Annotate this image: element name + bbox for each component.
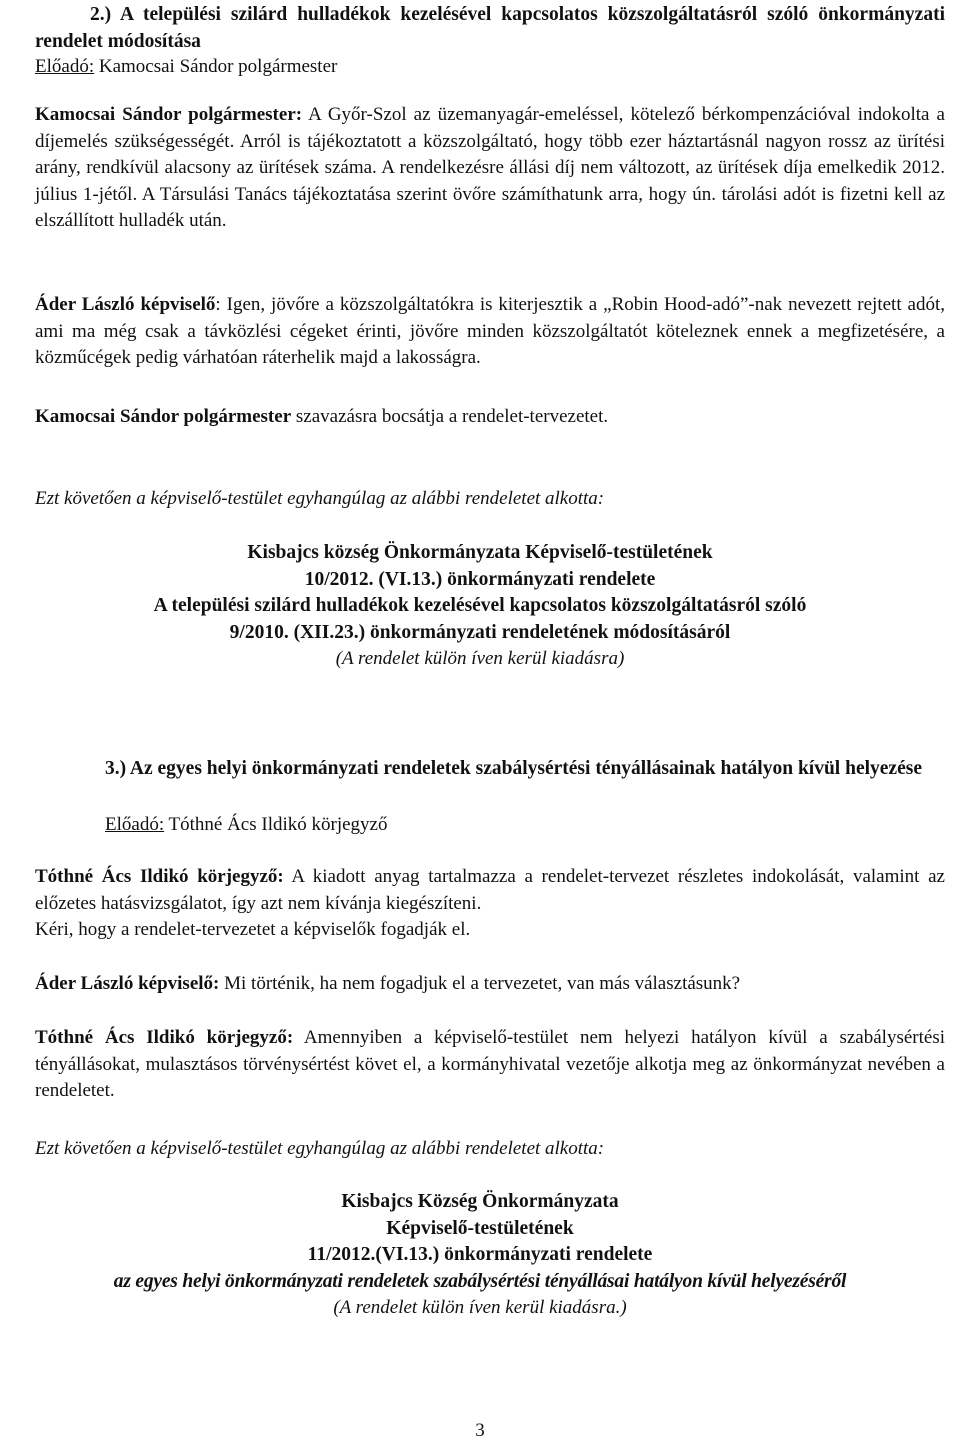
section-2-heading: 2.) A települési szilárd hulladékok kezelésével kapcsolatos közszolgáltatásról szóló önkormányzati rendelet módosítása — [35, 4, 945, 52]
section-3-regulation-title — [0, 1189, 960, 1322]
section-2-paragraph-1 — [35, 102, 945, 235]
speaker-name: Tóthné Ács Ildikó körjegyző: — [35, 1027, 294, 1048]
section-3-heading: 3.) Az egyes helyi önkormányzati rendeletek szabálysértési tényállásainak hatályon kívül helyezése — [105, 758, 922, 779]
presenter-label: Előadó: — [35, 56, 95, 77]
speaker-name: Áder László képviselő: — [35, 973, 220, 994]
regulation-line: az egyes helyi önkormányzati rendeletek szabálysértési tényállásai hatályon kívül helyezéséről — [113, 1270, 847, 1292]
section-3-paragraph-3 — [35, 1025, 945, 1105]
regulation-line: Kisbajcs község Önkormányzata Képviselő-testületének — [247, 542, 713, 563]
paragraph-text: Mi történik, ha nem fogadjuk el a tervezetet, van más választásunk? — [219, 973, 741, 994]
section-3-presenter — [35, 812, 945, 839]
page-number: 3 — [475, 1420, 485, 1441]
regulation-line: 11/2012.(VI.13.) önkormányzati rendelete — [307, 1244, 653, 1265]
paragraph-text: szavazásra bocsátja a rendelet-tervezetet. — [291, 406, 609, 427]
regulation-note: (A rendelet külön íven kerül kiadásra.) — [333, 1297, 627, 1318]
presenter-name: Tóthné Ács Ildikó körjegyző — [164, 814, 388, 835]
section-2-paragraph-2 — [35, 292, 945, 372]
speaker-name: Áder László képviselő — [35, 294, 216, 315]
section-2-intro: Ezt követően a képviselő-testület egyhangúlag az alábbi rendeletet alkotta: — [35, 488, 605, 509]
regulation-line: Kisbajcs Község Önkormányzata — [341, 1191, 619, 1212]
section-2-paragraph-3 — [35, 404, 945, 431]
presenter-name: Kamocsai Sándor polgármester — [94, 56, 338, 77]
section-3-paragraph-1b: Kéri, hogy a rendelet-tervezetet a képviselők fogadják el. — [35, 919, 471, 940]
section-3-paragraph-2 — [35, 971, 945, 998]
regulation-line: A települési szilárd hulladékok kezelésével kapcsolatos közszolgáltatásról szóló — [153, 595, 807, 616]
section-2-presenter — [35, 54, 945, 81]
speaker-name: Tóthné Ács Ildikó körjegyző: — [35, 866, 284, 887]
paragraph-text: Amennyiben a képviselő-testület nem helyezi hatályon kívül a szabálysértési tényállásokat, mulasztásos törvénysértést követ el, a kormányhivatal vezetője alkotja meg az önkormányzat nevében a rendeletet. — [35, 1027, 945, 1101]
presenter-label: Előadó: — [105, 814, 165, 835]
paragraph-text: A kiadott anyag tartalmazza a rendelet-tervezet részletes indokolását, valamint az előzetes hatásvizsgálatot, így azt nem kívánja kiegészíteni. — [35, 866, 945, 914]
section-3-paragraph-1 — [35, 864, 945, 917]
regulation-line: 10/2012. (VI.13.) önkormányzati rendelete — [304, 568, 656, 590]
paragraph-text: : Igen, jövőre a közszolgáltatókra is kiterjesztik a „Robin Hood-adó”-nak nevezett rejtett adót, ami ma még csak a távközlési cégeket érinti, jövőre minden közszolgáltatót köteleznek ennek a megfizetésére, a közműcégek pedig várhatóan ráterhelik majd a lakosságra. — [35, 294, 945, 368]
speaker-name: Kamocsai Sándor polgármester — [35, 406, 292, 427]
speaker-name: Kamocsai Sándor polgármester: — [35, 104, 303, 125]
regulation-line: Képviselő-testületének — [386, 1217, 574, 1239]
paragraph-text: A Győr-Szol az üzemanyagár-emeléssel, kötelező bérkompenzációval indokolta a díjemelés szükségességét. Arról is tájékoztatott a közszolgáltató, hogy több ezer háztartásnál nagyon rossz az ürítési arány, rendkívül alacsony az ürítések száma. A rendelkezésre állási díj nem változott, az ürítések díja emelkedik 2012. július 1-jétől. A Társulási Tanács tájékoztatása szerint övőre számíthatunk arra, hogy ún. tárolási adót is fizetni kell az elszállított hulladék után. — [35, 104, 945, 231]
section-2-regulation-title — [0, 540, 960, 673]
regulation-line: 9/2010. (XII.23.) önkormányzati rendeletének módosításáról — [229, 621, 731, 643]
regulation-note: (A rendelet külön íven kerül kiadásra) — [335, 648, 625, 669]
section-3-intro: Ezt követően a képviselő-testület egyhangúlag az alábbi rendeletet alkotta: — [35, 1138, 605, 1159]
